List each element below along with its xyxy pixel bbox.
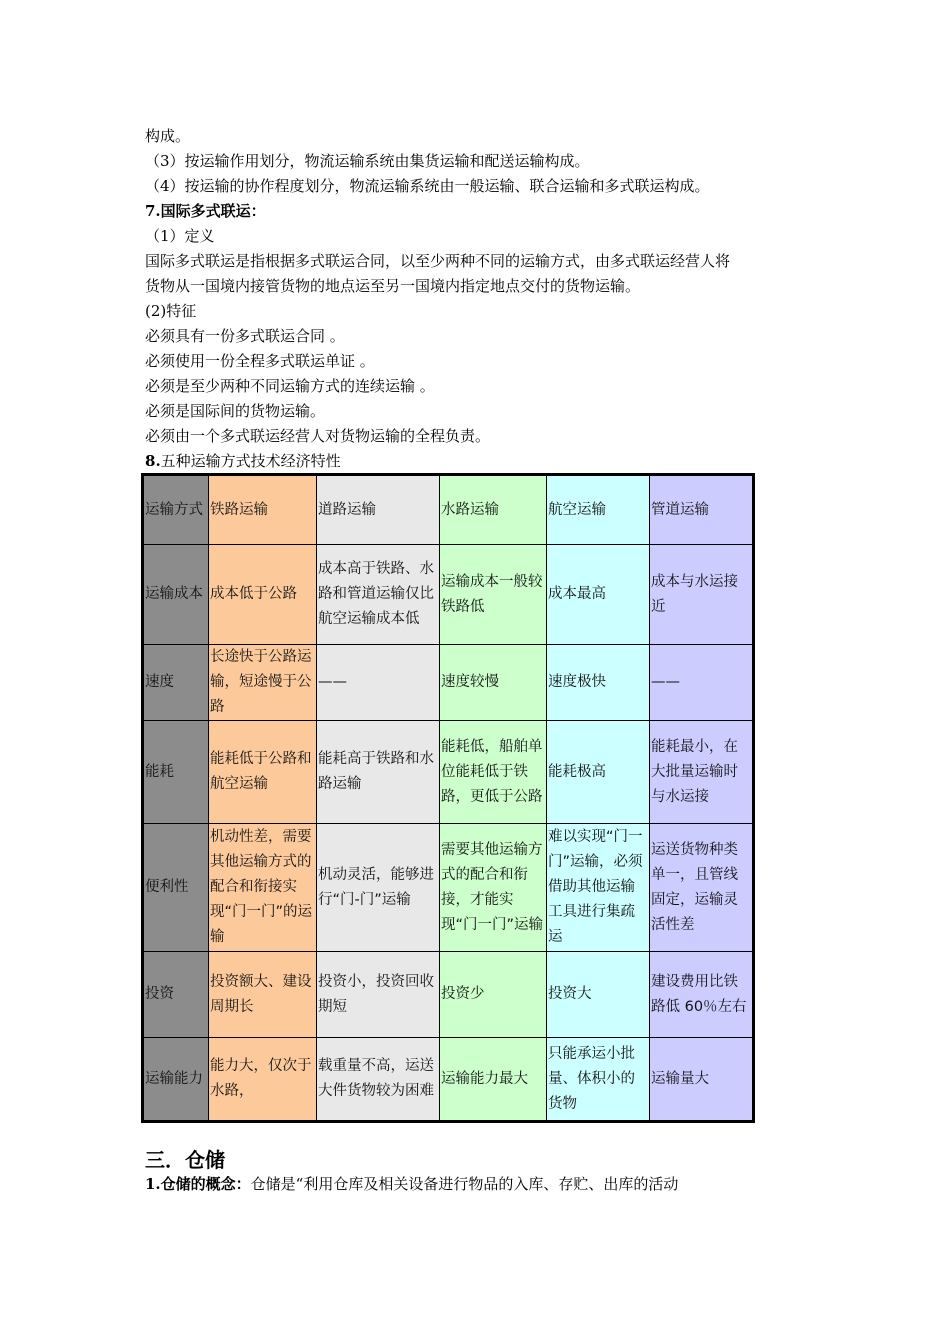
table-cell: 长途快于公路运输，短途慢于公路 <box>209 645 317 721</box>
table-cell: 运输量大 <box>650 1038 754 1122</box>
table-header-cell: 水路运输 <box>440 475 547 545</box>
table-cell: 能耗最小，在大批量运输时与水运接 <box>650 721 754 824</box>
text-line: （1）定义 <box>145 227 215 245</box>
section-heading-3: 三．仓储 <box>145 1148 225 1172</box>
table-cell: 能耗低，船舶单位能耗低于铁路，更低于公路 <box>440 721 547 824</box>
table-cell: 能耗低于公路和航空运输 <box>209 721 317 824</box>
table-cell: 投资 <box>143 952 209 1038</box>
table-cell: 投资额大、建设周期长 <box>209 952 317 1038</box>
section-heading-8: 8.五种运输方式技术经济特性 <box>145 452 341 470</box>
table-row <box>143 545 754 645</box>
table-cell: 能耗 <box>143 721 209 824</box>
table-cell: 机动性差，需要其他运输方式的配合和衔接实现“门一门”的运输 <box>209 824 317 952</box>
text-line <box>145 1172 678 1196</box>
table-cell: 能耗极高 <box>547 721 650 824</box>
table-cell: 速度较慢 <box>440 645 547 721</box>
table-cell: 运输成本一般较铁路低 <box>440 545 547 645</box>
table-cell: 速度极快 <box>547 645 650 721</box>
table-row <box>143 721 754 824</box>
text-line: 国际多式联运是指根据多式联运合同，以至少两种不同的运输方式，由多式联运经营人将 <box>145 252 731 270</box>
table-cell: 能耗高于铁路和水路运输 <box>317 721 440 824</box>
text-line: （3）按运输作用划分，物流运输系统由集货运输和配送运输构成。 <box>145 152 590 170</box>
table-cell: 能力大，仅次于水路， <box>209 1038 317 1122</box>
section-heading-7: 7.国际多式联运： <box>145 202 266 220</box>
section-number: 8 <box>145 452 156 470</box>
table-cell: 运输成本 <box>143 545 209 645</box>
table-header-cell: 管道运输 <box>650 475 754 545</box>
table-cell: 成本高于铁路、水路和管道运输仅比航空运输成本低 <box>317 545 440 645</box>
table-cell: 投资大 <box>547 952 650 1038</box>
table-cell: 成本最高 <box>547 545 650 645</box>
text-line: 必须由一个多式联运经营人对货物运输的全程负责。 <box>145 427 491 445</box>
table-cell: —— <box>650 645 754 721</box>
table-header-cell: 铁路运输 <box>209 475 317 545</box>
table-cell: —— <box>317 645 440 721</box>
text-line: 必须使用一份全程多式联运单证 。 <box>145 352 375 370</box>
table-cell: 运输能力 <box>143 1038 209 1122</box>
table-header-cell: 航空运输 <box>547 475 650 545</box>
table-cell: 难以实现“门一门”运输，必须借助其他运输工具进行集疏运 <box>547 824 650 952</box>
table-cell: 需要其他运输方式的配合和衔接，才能实现“门一门”运输 <box>440 824 547 952</box>
section-title: 五种运输方式技术经济特性 <box>160 452 341 470</box>
text-line: 必须是至少两种不同运输方式的连续运输 。 <box>145 377 435 395</box>
table-header-cell: 道路运输 <box>317 475 440 545</box>
table-cell: 速度 <box>143 645 209 721</box>
table-header-row <box>143 475 754 545</box>
transport-comparison-table <box>141 473 755 1123</box>
term-label: 1.仓储的概念： <box>145 1175 251 1193</box>
text-line: 必须具有一份多式联运合同 。 <box>145 327 345 345</box>
text-line: 货物从一国境内接管货物的地点运至另一国境内指定地点交付的货物运输。 <box>145 277 641 295</box>
text-line: （4）按运输的协作程度划分，物流运输系统由一般运输、联合运输和多式联运构成。 <box>145 177 710 195</box>
table-row <box>143 952 754 1038</box>
table-row <box>143 1038 754 1122</box>
table-cell: 只能承运小批量、体积小的货物 <box>547 1038 650 1122</box>
table-cell: 成本低于公路 <box>209 545 317 645</box>
table-cell: 载重量不高，运送大件货物较为困难 <box>317 1038 440 1122</box>
table-row <box>143 824 754 952</box>
text-line: 构成。 <box>145 127 191 145</box>
term-definition: 仓储是“利用仓库及相关设备进行物品的入库、存贮、出库的活动 <box>250 1175 679 1193</box>
table-row <box>143 645 754 721</box>
text-line: (2)特征 <box>145 302 197 320</box>
table-cell: 运输能力最大 <box>440 1038 547 1122</box>
text-line: 必须是国际间的货物运输。 <box>145 402 326 420</box>
table-cell: 便利性 <box>143 824 209 952</box>
table-cell: 投资小，投资回收期短 <box>317 952 440 1038</box>
table-cell: 建设费用比铁路低 60％左右 <box>650 952 754 1038</box>
table-cell: 投资少 <box>440 952 547 1038</box>
table-header-cell: 运输方式 <box>143 475 209 545</box>
table-cell: 成本与水运接近 <box>650 545 754 645</box>
table-cell: 机动灵活，能够进行“门-门”运输 <box>317 824 440 952</box>
table-cell: 运送货物种类单一，且管线固定，运输灵活性差 <box>650 824 754 952</box>
